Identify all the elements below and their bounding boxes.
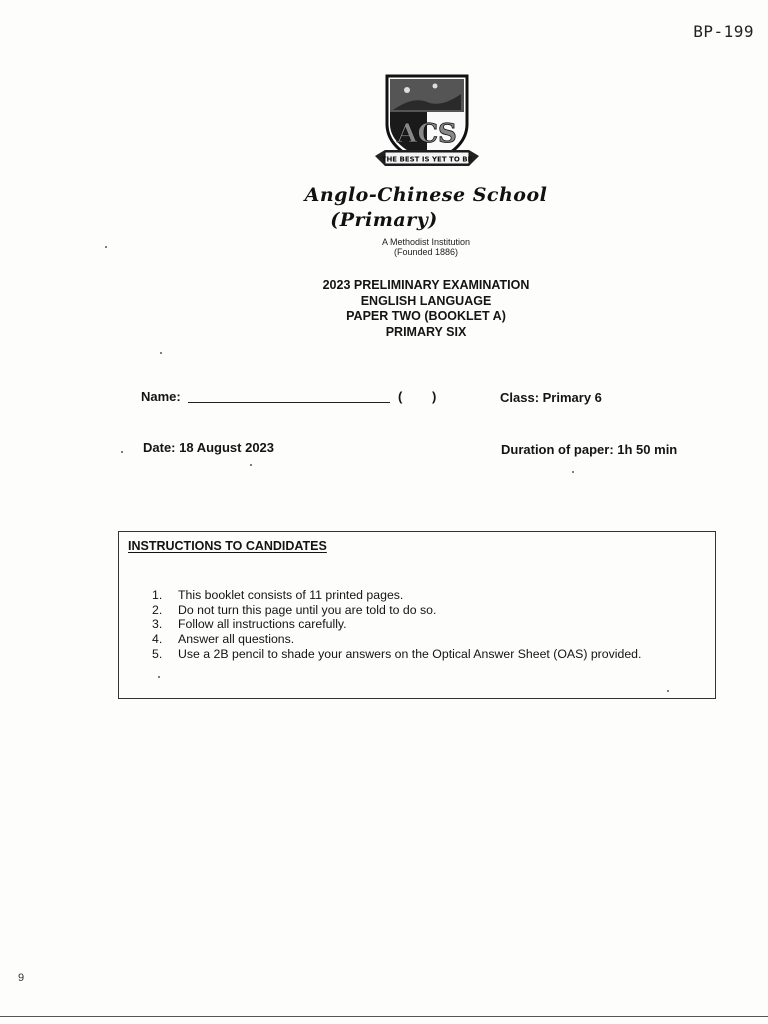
index-number-field[interactable] <box>398 389 466 404</box>
scan-speck <box>160 352 162 354</box>
instruction-text: Use a 2B pencil to shade your answers on the Optical Answer Sheet (OAS) provided. <box>178 646 642 661</box>
svg-text:ACS: ACS <box>397 119 457 149</box>
school-subtitle: A Methodist Institution <box>381 237 471 247</box>
scan-speck <box>572 471 574 473</box>
duration-label: Duration of paper: 1h 50 min <box>501 442 678 457</box>
school-crest-logo <box>373 72 481 177</box>
instruction-item <box>152 632 641 647</box>
instructions-box <box>118 531 716 699</box>
instruction-text: This booklet consists of 11 printed pages. <box>178 588 404 602</box>
scan-speck <box>121 451 123 453</box>
instructions-title: INSTRUCTIONS TO CANDIDATES <box>128 539 327 553</box>
class-label: Class: Primary 6 <box>500 390 602 405</box>
exam-title: 2023 PRELIMINARY EXAMINATION <box>322 278 530 292</box>
date-label: Date: 18 August 2023 <box>143 440 275 455</box>
index-paren-open: ( <box>398 389 403 404</box>
page-bottom-edge <box>0 1016 768 1017</box>
instruction-text: Do not turn this page until you are told to do so. <box>178 602 437 617</box>
school-name: Anglo-Chinese School <box>304 184 548 206</box>
exam-subject: ENGLISH LANGUAGE <box>360 293 492 308</box>
instructions-list <box>152 588 641 662</box>
instruction-number: 4. <box>152 632 163 647</box>
instruction-number: 1. <box>152 588 163 602</box>
instruction-item <box>152 603 641 618</box>
school-name-division: (Primary) <box>330 209 438 231</box>
exam-level: PRIMARY SIX <box>385 324 467 339</box>
scan-speck <box>105 246 107 248</box>
index-paren-close: ) <box>432 389 437 404</box>
page-reference-code: BP-199 <box>693 22 754 41</box>
exam-paper: PAPER TWO (BOOKLET A) <box>346 309 506 323</box>
scan-speck <box>158 676 160 678</box>
instruction-item <box>152 588 641 603</box>
scan-speck <box>250 464 252 466</box>
name-field[interactable] <box>188 402 390 403</box>
instruction-number: 3. <box>152 617 163 632</box>
instruction-item <box>152 647 641 662</box>
exam-heading <box>42 278 768 340</box>
svg-text:THE BEST IS YET TO BE: THE BEST IS YET TO BE <box>381 155 473 164</box>
school-founded: (Founded 1886) <box>393 247 459 257</box>
scan-speck <box>667 690 669 692</box>
instruction-item <box>152 617 641 632</box>
footer-mark: 9 <box>18 972 25 984</box>
instruction-number: 2. <box>152 602 163 617</box>
instruction-text: Follow all instructions carefully. <box>178 617 347 632</box>
name-label: Name: <box>141 389 181 404</box>
instruction-number: 5. <box>152 646 163 661</box>
instruction-text: Answer all questions. <box>178 632 295 647</box>
